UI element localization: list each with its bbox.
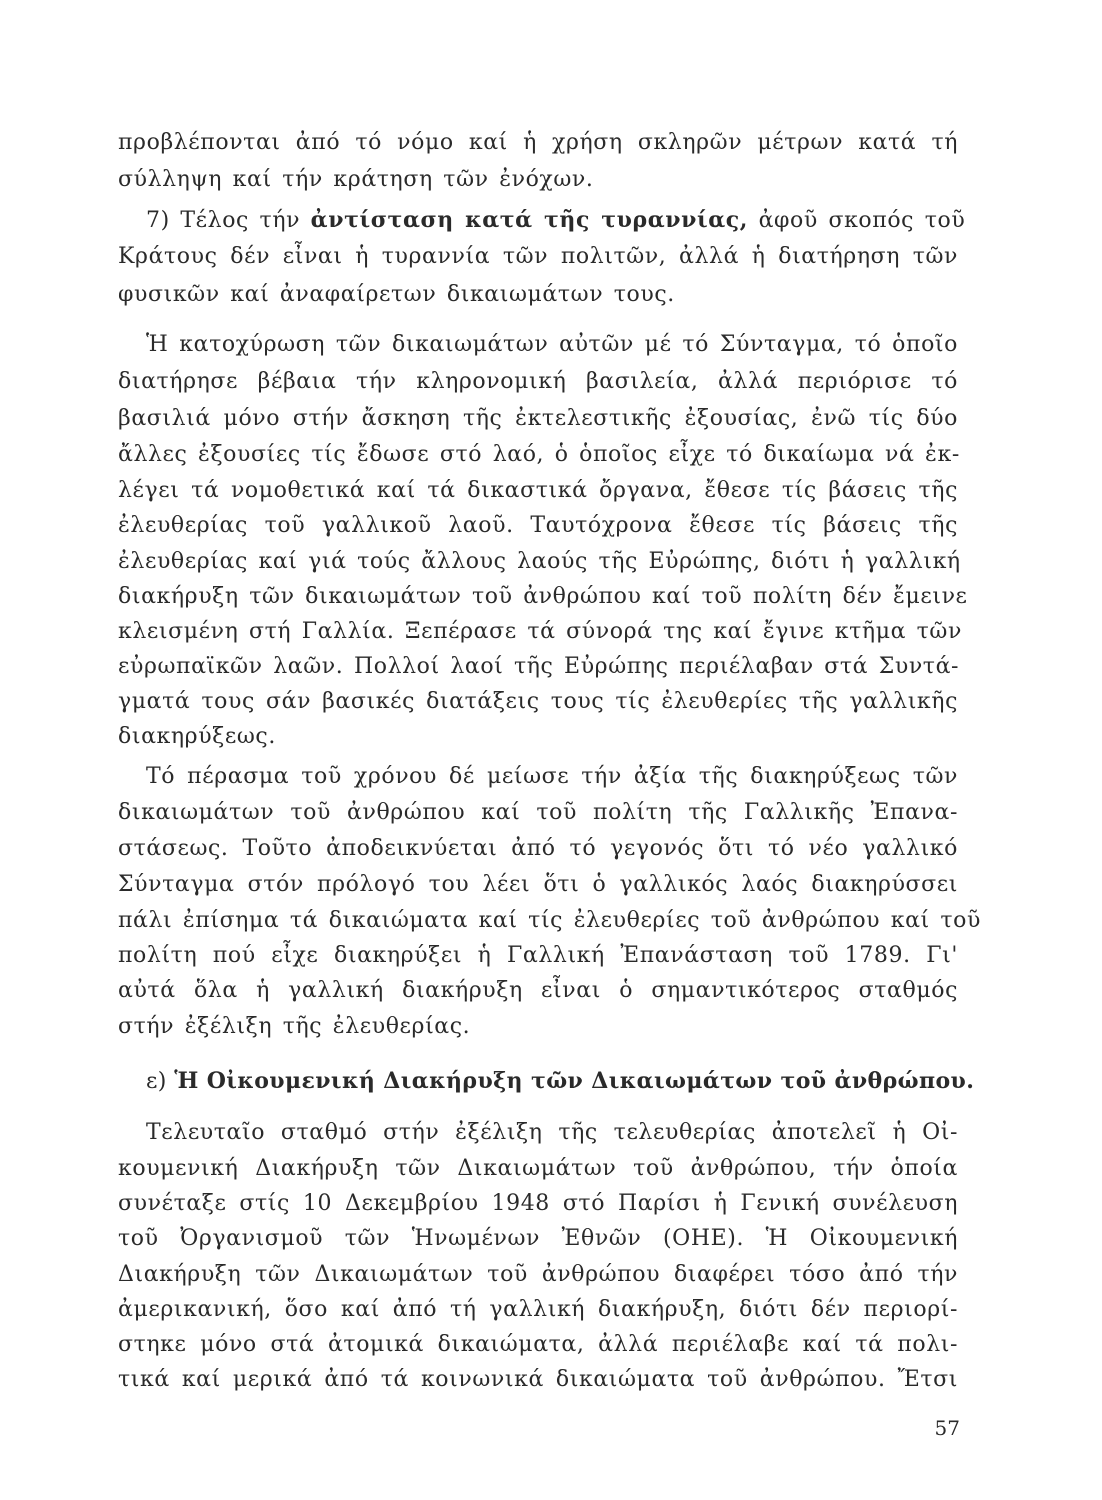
text-line: βασιλιά μόνο στήν ἄσκηση τῆς ἐκτελεστικῆς ἐξουσίας, ἐνῶ τίς δύο	[118, 406, 958, 431]
text-line: ἐλευθερίας τοῦ γαλλικοῦ λαοῦ. Ταυτόχρονα ἔθεσε τίς βάσεις τῆς	[118, 513, 958, 538]
text-line: τικά καί μερικά ἀπό τά κοινωνικά δικαιώματα τοῦ ἀνθρώπου. Ἔτσι	[118, 1367, 958, 1392]
text-line: φυσικῶν καί ἀναφαίρετων δικαιωμάτων τους.	[118, 282, 675, 307]
section-title: Ἡ Οἰκουμενική Διακήρυξη τῶν Δικαιωμάτων τοῦ ἀνθρώπου.	[174, 1068, 975, 1094]
text-line: ἐλευθερίας καί γιά τούς ἄλλους λαούς τῆς Εὐρώπης, διότι ἡ γαλλική	[118, 549, 961, 574]
text-line	[146, 205, 966, 236]
page-number: 57	[934, 1416, 960, 1440]
text-line: Κράτους δέν εἶναι ἡ τυραννία τῶν πολιτῶν, ἀλλά ἡ διατήρηση τῶν	[118, 244, 958, 269]
text-line: πάλι ἐπίσημα τά δικαιώματα καί τίς ἐλευθερίες τοῦ ἀνθρώπου καί τοῦ	[118, 908, 981, 933]
text-fragment: 7) Τέλος τήν	[146, 208, 311, 233]
bold-phrase: ἀντίσταση κατά τῆς τυραννίας,	[310, 207, 748, 233]
text-line: στάσεως. Τοῦτο ἀποδεικνύεται ἀπό τό γεγονός ὅτι τό νέο γαλλικό	[118, 836, 958, 861]
text-line: λέγει τά νομοθετικά καί τά δικαστικά ὄργανα, ἔθεσε τίς βάσεις τῆς	[118, 478, 958, 503]
text-line: κλεισμένη στή Γαλλία. Ξεπέρασε τά σύνορά της καί ἔγινε κτῆμα τῶν	[118, 619, 962, 644]
text-line: ἀμερικανική, ὅσο καί ἀπό τή γαλλική διακήρυξη, διότι δέν περιορί-	[118, 1297, 958, 1322]
text-line: γματά τους σάν βασικές διατάξεις τους τίς ἐλευθερίες τῆς γαλλικῆς	[118, 689, 958, 714]
text-fragment: ἀφοῦ σκοπός τοῦ	[748, 208, 966, 233]
text-line: κουμενική Διακήρυξη τῶν Δικαιωμάτων τοῦ ἀνθρώπου, τήν ὁποία	[118, 1156, 958, 1181]
text-line: πολίτη πού εἶχε διακηρύξει ἡ Γαλλική Ἐπανάσταση τοῦ 1789. Γι'	[118, 943, 958, 968]
text-line: στήν ἐξέλιξη τῆς ἐλευθερίας.	[118, 1014, 471, 1039]
text-line: διακηρύξεως.	[118, 724, 276, 749]
text-line: Σύνταγμα στόν πρόλογό του λέει ὅτι ὁ γαλλικός λαός διακηρύσσει	[118, 872, 958, 897]
text-line: ἄλλες ἐξουσίες τίς ἔδωσε στό λαό, ὁ ὁποῖος εἶχε τό δικαίωμα νά ἐκ-	[118, 442, 960, 467]
section-marker: ε)	[146, 1069, 167, 1094]
text-line: διατήρησε βέβαια τήν κληρονομική βασιλεία, ἀλλά περιόρισε τό	[118, 369, 958, 394]
text-line: σύλληψη καί τήν κράτηση τῶν ἐνόχων.	[118, 167, 594, 192]
text-line: εὐρωπαϊκῶν λαῶν. Πολλοί λαοί τῆς Εὐρώπης περιέλαβαν στά Συντά-	[118, 654, 960, 679]
text-line: Ἡ κατοχύρωση τῶν δικαιωμάτων αὐτῶν μέ τό Σύνταγμα, τό ὁποῖο	[146, 332, 958, 357]
text-line: τοῦ Ὀργανισμοῦ τῶν Ἡνωμένων Ἐθνῶν (ΟΗΕ). Ἡ Οἰκουμενική	[118, 1226, 958, 1251]
section-heading	[146, 1066, 975, 1097]
text-line: Διακήρυξη τῶν Δικαιωμάτων τοῦ ἀνθρώπου διαφέρει τόσο ἀπό τήν	[118, 1262, 958, 1287]
text-line: Τό πέρασμα τοῦ χρόνου δέ μείωσε τήν ἀξία τῆς διακηρύξεως τῶν	[146, 764, 958, 789]
text-line: δικαιωμάτων τοῦ ἀνθρώπου καί τοῦ πολίτη τῆς Γαλλικῆς Ἐπανα-	[118, 800, 958, 825]
text-line: στηκε μόνο στά ἀτομικά δικαιώματα, ἀλλά περιέλαβε καί τά πολι-	[118, 1332, 958, 1357]
text-line: προβλέπονται ἀπό τό νόμο καί ἡ χρήση σκληρῶν μέτρων κατά τή	[118, 130, 958, 155]
text-line: αὐτά ὅλα ἡ γαλλική διακήρυξη εἶναι ὁ σημαντικότερος σταθμός	[118, 978, 958, 1003]
text-line: Τελευταῖο σταθμό στήν ἐξέλιξη τῆς τελευθερίας ἀποτελεῖ ἡ Οἰ-	[146, 1120, 958, 1145]
text-line: διακήρυξη τῶν δικαιωμάτων τοῦ ἀνθρώπου καί τοῦ πολίτη δέν ἔμεινε	[118, 584, 968, 609]
text-line: συνέταξε στίς 10 Δεκεμβρίου 1948 στό Παρίσι ἡ Γενική συνέλευση	[118, 1191, 958, 1216]
